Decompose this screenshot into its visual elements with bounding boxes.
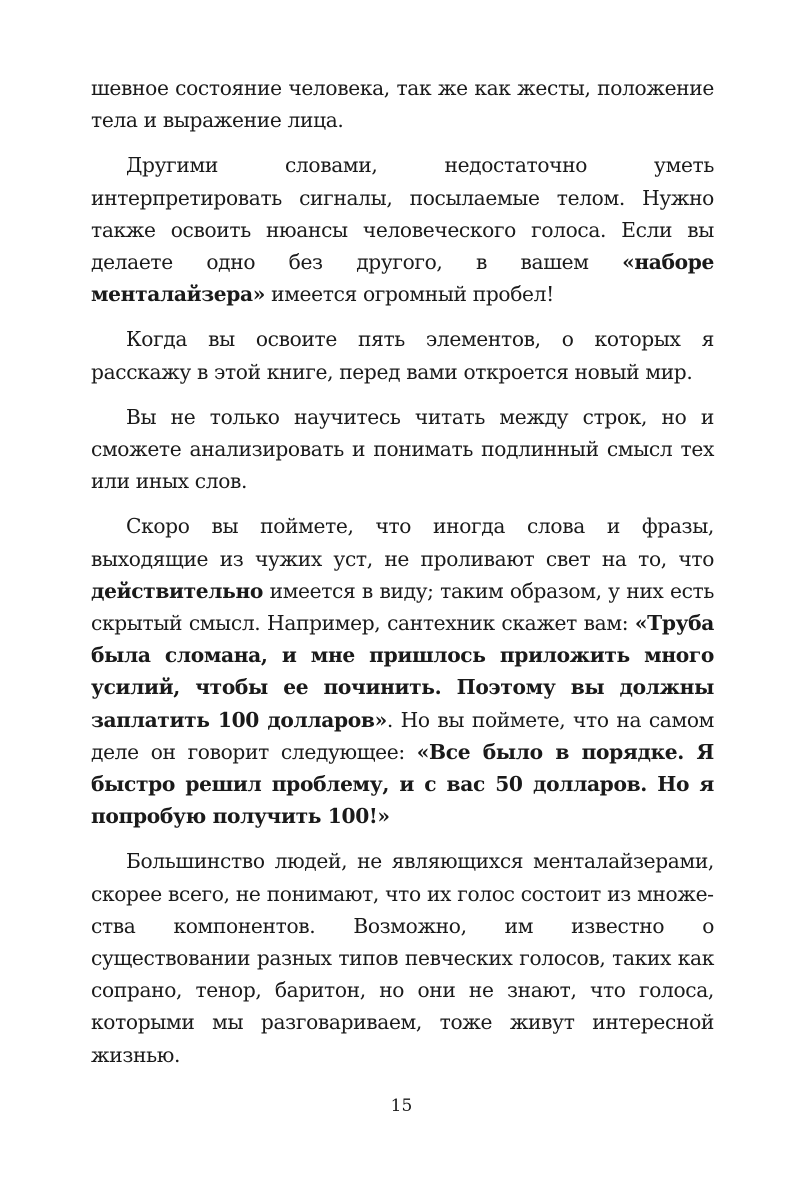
text-run: имеется в виду; таким образом, у них есть скрытый смысл. Например, сантехник скажет вам: — [91, 578, 714, 636]
page-number: 15 — [390, 1096, 413, 1116]
bold-text: «Труба была сломана, и мне пришлось приложить много усилий, чтобы ее починить. Поэтому вы должны заплатить 100 долларов» — [91, 611, 714, 732]
text-run: имеется огромный пробел! — [265, 282, 554, 307]
paragraph — [91, 845, 714, 1070]
text-run: Когда вы освоите пять элементов, о которых я расскажу в этой книге, перед вами откроется новый мир. — [91, 327, 714, 384]
text-run: шевное состояние человека, так же как жесты, положение тела и выражение лица. — [91, 76, 714, 133]
paragraph — [91, 510, 714, 832]
bold-text: действительно — [91, 578, 264, 603]
paragraph — [91, 72, 714, 136]
text-run: Скоро вы поймете, что иногда слова и фразы, выходящие из чужих уст, не проливают свет на то, что — [91, 514, 714, 571]
paragraph — [91, 401, 714, 498]
paragraph — [91, 323, 714, 387]
bold-text: «наборе менталайзера» — [91, 250, 714, 307]
text-run: Другими словами, недостаточно уметь интерпретировать сигналы, посылаемые телом. Нужно также освоить нюансы человеческого голоса. Если вы делаете одно без другого, в вашем — [91, 153, 714, 275]
body-text — [91, 72, 714, 1084]
paragraph — [91, 149, 714, 310]
text-run: Большинство людей, не являющихся менталайзерами, скорее всего, не понимают, что их голос состоит из множества компонентов. Возможно, им известно о существовании разных типов певческих голосов, таких как сопрано, тенор, баритон, но они не знают, что голоса, которыми мы разговариваем, тоже живут интересной жизнью. — [91, 849, 714, 1067]
text-run: Вы не только научитесь читать между строк, но и сможете анализировать и понимать подлинный смысл тех или иных слов. — [91, 404, 714, 494]
bold-text: «Все было в порядке. Я быстро решил проблему, и с вас 50 долларов. Но я попробую получить 100!» — [91, 739, 714, 829]
text-run: . Но вы поймете, что на самом деле он говорит следующее: — [91, 707, 714, 764]
